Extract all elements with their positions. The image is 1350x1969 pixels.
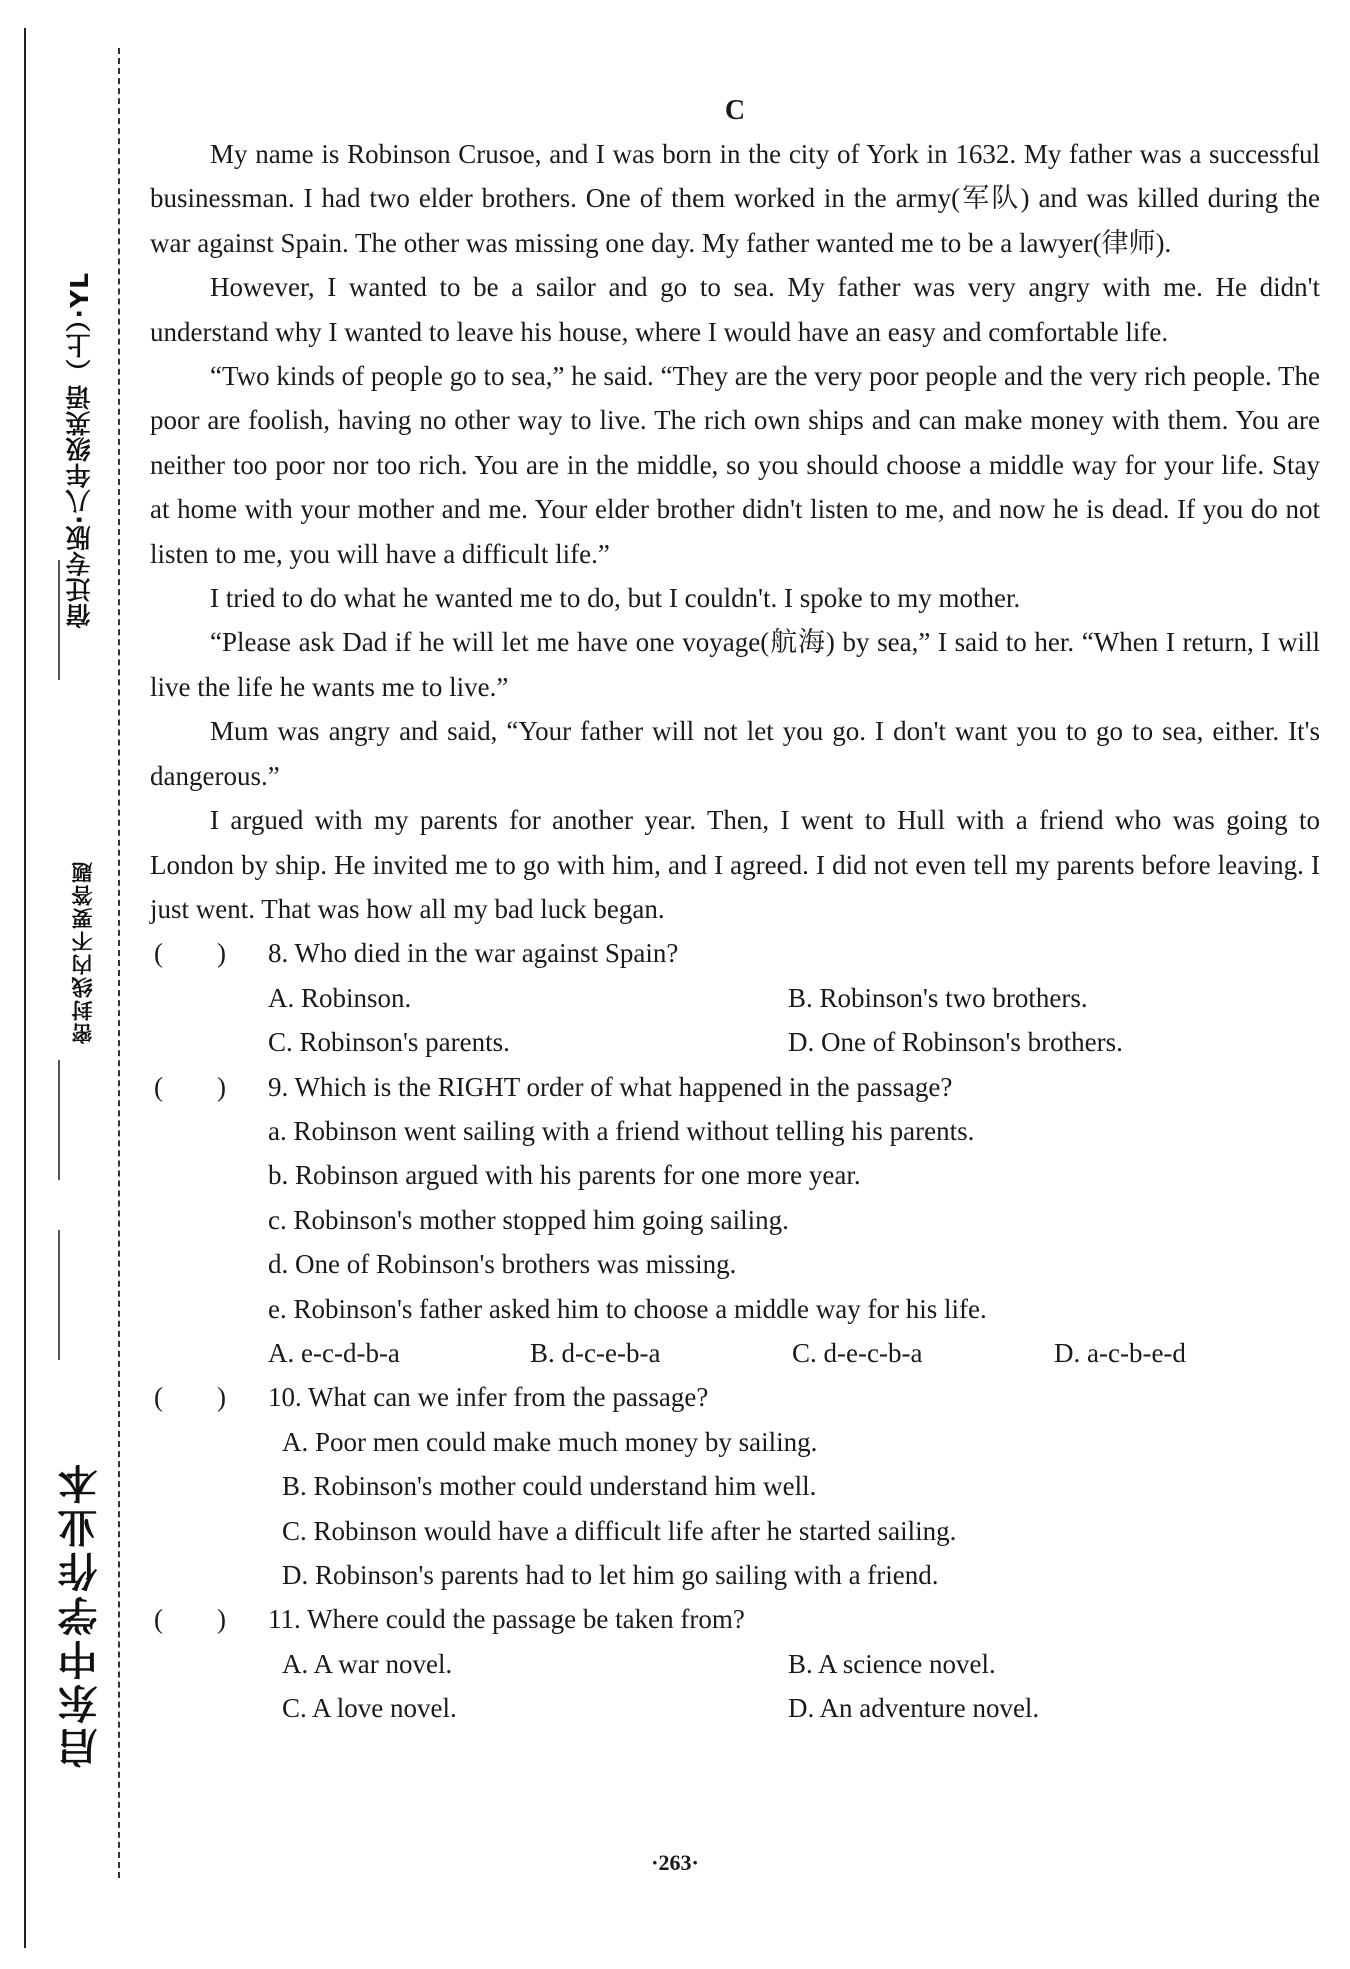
- answer-blank[interactable]: ( ): [154, 1382, 226, 1413]
- page-number: ·263·: [651, 1850, 699, 1875]
- option-row: [150, 1464, 1320, 1508]
- event-item: b. Robinson argued with his parents for one more year.: [268, 1160, 861, 1191]
- passage-paragraph: My name is Robinson Crusoe, and I was born in the city of York in 1632. My father was a successful businessman. I had two elder brothers. One of them worked in the army(军队) and was killed during the war against Spain. The other was missing one day. My father wanted me to be a lawyer(律师).: [150, 139, 1320, 258]
- question-9: [150, 1065, 1320, 1109]
- option-c[interactable]: C. Robinson's parents.: [268, 1027, 510, 1058]
- question-text: 9. Which is the RIGHT order of what happened in the passage?: [268, 1071, 953, 1102]
- option-d[interactable]: D. An adventure novel.: [788, 1693, 1040, 1724]
- question-text: 8. Who died in the war against Spain?: [268, 938, 679, 969]
- brand-title: 启东中学作业本: [58, 1460, 104, 1768]
- margin-rule: [24, 28, 26, 1948]
- passage-paragraph: I argued with my parents for another year. Then, I went to Hull with a friend who was going to London by ship. He invited me to go with him, and I agreed. I did not even tell my parents before leaving. I just went. That was how all my bad luck began.: [150, 805, 1320, 924]
- binding-margin: [0, 0, 140, 1969]
- question-text: 10. What can we infer from the passage?: [268, 1382, 709, 1413]
- question-11: [150, 1597, 1320, 1641]
- option-row: [150, 1509, 1320, 1553]
- question-8: [150, 931, 1320, 975]
- event-item: a. Robinson went sailing with a friend without telling his parents.: [268, 1115, 975, 1146]
- event-item: c. Robinson's mother stopped him going sailing.: [268, 1204, 789, 1235]
- option-c[interactable]: C. Robinson would have a difficult life after he started sailing.: [282, 1515, 957, 1546]
- option-b[interactable]: B. d-c-e-b-a: [530, 1337, 661, 1368]
- option-c[interactable]: C. A love novel.: [282, 1693, 457, 1724]
- option-c[interactable]: C. d-e-c-b-a: [792, 1337, 923, 1368]
- option-a[interactable]: A. A war novel.: [282, 1648, 453, 1679]
- option-d[interactable]: D. One of Robinson's brothers.: [788, 1027, 1123, 1058]
- school-field-line: [58, 1230, 60, 1360]
- passage-paragraph: “Two kinds of people go to sea,” he said. “They are the very poor people and the very rich people. The poor are foolish, having no other way to live. The rich own ships and can make money with them. You are neither too poor nor too rich. You are in the middle, so you should choose a middle way for your life. Stay at home with your mother and me. Your elder brother didn't listen to me, and now he is dead. If you do not listen to me, you will have a difficult life.”: [150, 361, 1320, 569]
- option-row: [150, 1420, 1320, 1464]
- passage-paragraph: I tried to do what he wanted me to do, but I couldn't. I spoke to my mother.: [210, 583, 1021, 614]
- option-d[interactable]: D. a-c-b-e-d: [1054, 1337, 1186, 1368]
- option-row: [150, 1553, 1320, 1597]
- reading-section: [150, 92, 1320, 1731]
- name-field-line: [58, 560, 60, 680]
- seal-dashed-line: [118, 48, 120, 1878]
- seal-warning: 密封线内不要答题: [71, 860, 95, 1044]
- passage-paragraph: “Please ask Dad if he will let me have one voyage(航海) by sea,” I said to her. “When I return, I will live the life he wants me to live.”: [150, 627, 1320, 702]
- event-item: e. Robinson's father asked him to choose a middle way for his life.: [268, 1293, 987, 1324]
- options-row: [150, 976, 1320, 1020]
- series-label: 宿迁专版·八年级英语（上）·YL: [65, 272, 94, 629]
- answer-blank[interactable]: ( ): [154, 1604, 226, 1635]
- passage-paragraph: Mum was angry and said, “Your father will not let you go. I don't want you to go to sea, either. It's dangerous.”: [150, 716, 1320, 791]
- option-d[interactable]: D. Robinson's parents had to let him go sailing with a friend.: [282, 1560, 939, 1590]
- option-b[interactable]: B. Robinson's mother could understand him well.: [282, 1471, 817, 1502]
- class-field-line: [58, 1060, 60, 1180]
- options-row: [150, 1331, 1320, 1375]
- answer-blank[interactable]: ( ): [154, 938, 226, 969]
- answer-blank[interactable]: ( ): [154, 1071, 226, 1102]
- option-b[interactable]: B. Robinson's two brothers.: [788, 982, 1088, 1013]
- passage-paragraph: However, I wanted to be a sailor and go to sea. My father was very angry with me. He didn't understand why I wanted to leave his house, where I would have an easy and comfortable life.: [150, 272, 1320, 347]
- question-10: [150, 1375, 1320, 1419]
- option-a[interactable]: A. Poor men could make much money by sailing.: [282, 1426, 818, 1457]
- section-heading: C: [724, 95, 746, 126]
- options-row: [150, 1686, 1320, 1730]
- question-text: 11. Where could the passage be taken from?: [268, 1604, 745, 1635]
- options-row: [150, 1642, 1320, 1686]
- event-item: d. One of Robinson's brothers was missing.: [268, 1249, 737, 1280]
- options-row: [150, 1020, 1320, 1064]
- option-b[interactable]: B. A science novel.: [788, 1648, 996, 1679]
- option-a[interactable]: A. Robinson.: [268, 982, 412, 1013]
- option-a[interactable]: A. e-c-d-b-a: [268, 1337, 400, 1368]
